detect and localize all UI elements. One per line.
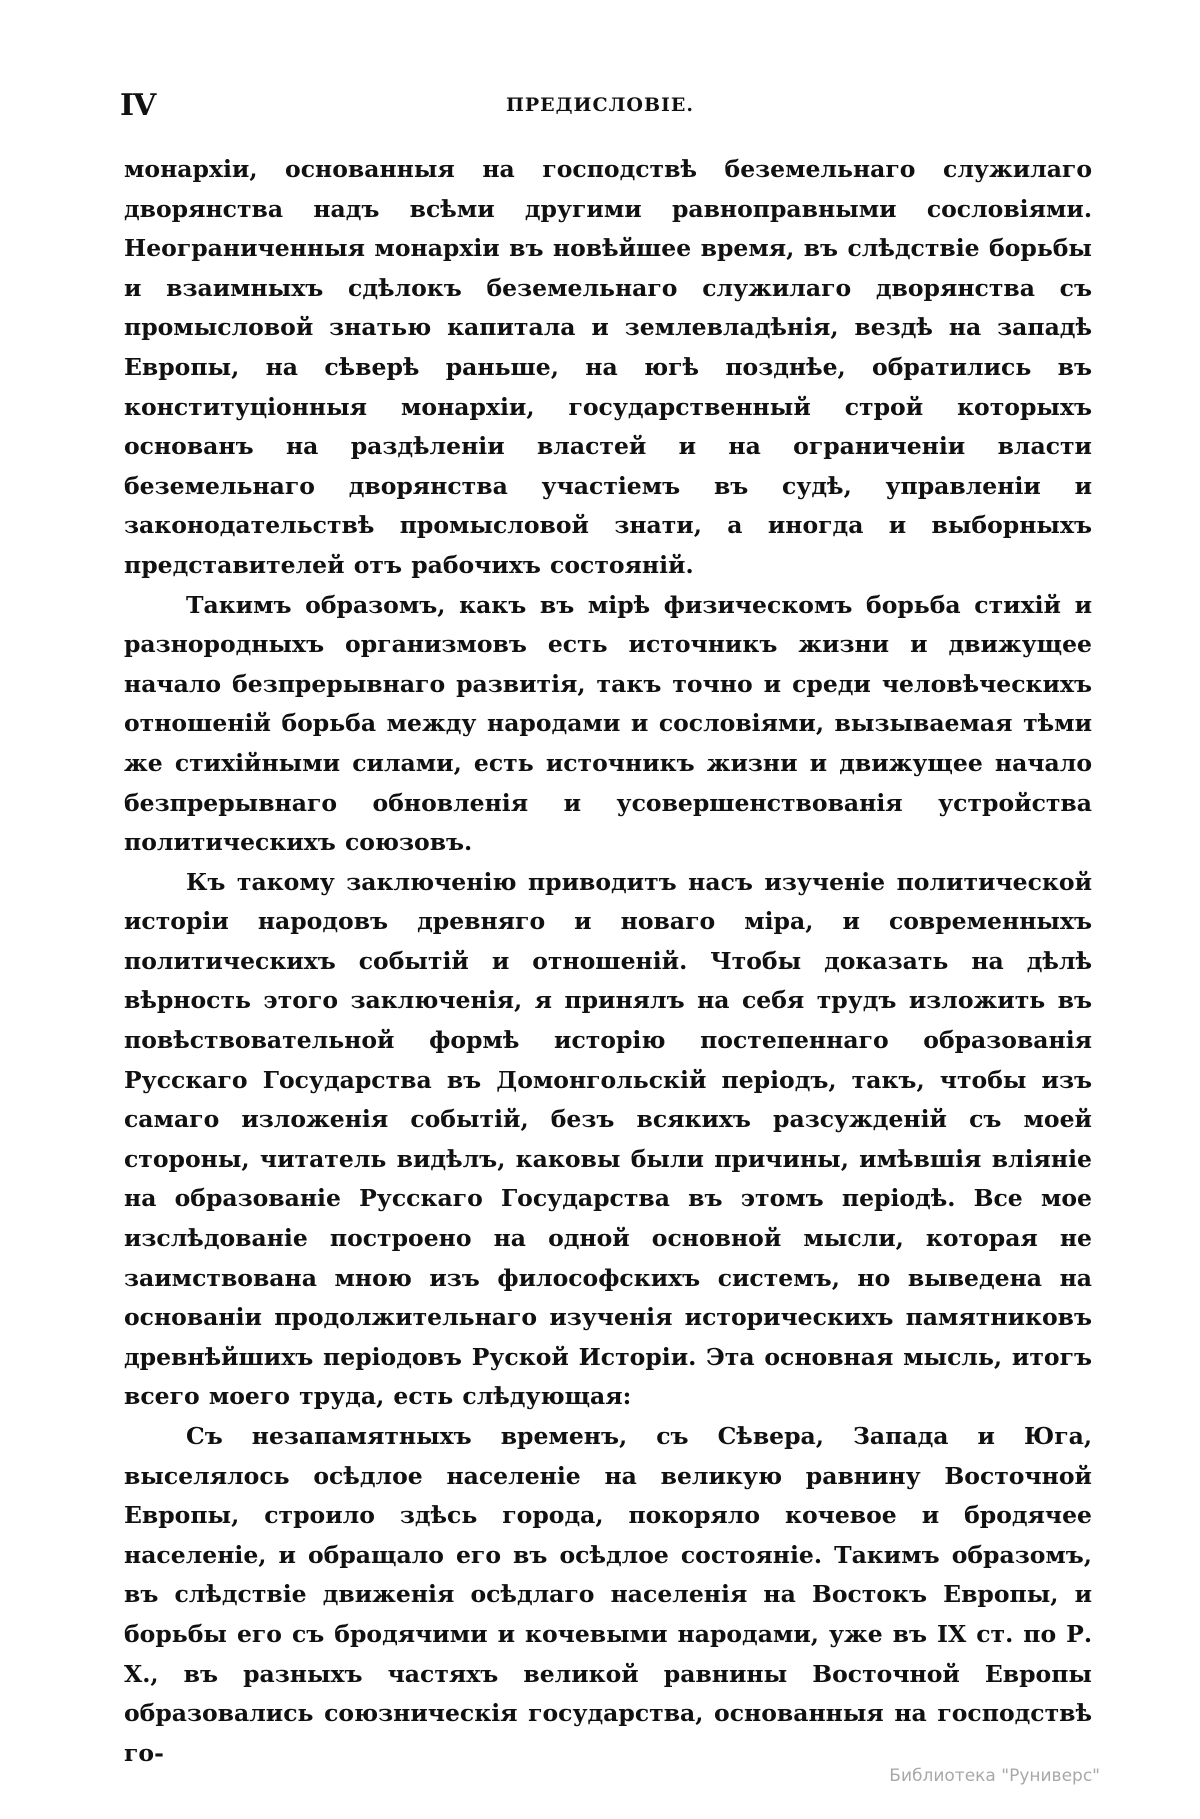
- paragraph: Къ такому заключенiю приводитъ насъ изученiе политической исторiи народовъ древняго и новаго мiра, и современныхъ политическихъ событiй и отношенiй. Чтобы доказать на дѣлѣ вѣрность этого заключенiя, я принялъ на себя трудъ изложить въ повѣствовательной формѣ исторiю постепеннаго образованiя Русскаго Государства въ Домонгольскiй перiодъ, такъ, чтобы изъ самаго изложенiя событiй, безъ всякихъ разсужденiй съ моей стороны, читатель видѣлъ, каковы были причины, имѣвшiя влiянiе на образованiе Русскаго Государства въ этомъ перiодѣ. Все мое изслѣдованiе построено на одной основной мысли, которая не заимствована мною изъ философскихъ системъ, но выведена на основанiи продолжительнаго изученiя историческихъ памятниковъ древнѣйшихъ перiодовъ Руской Исторiи. Эта основная мысль, итогъ всего моего труда, есть слѣдующая:: [124, 867, 1092, 1411]
- paragraph: Съ незапамятныхъ временъ, съ Сѣвера, Запада и Юга, выселялось осѣдлое населенiе на великую равнину Восточной Европы, строило здѣсь города, покоряло кочевое и бродячее населенiе, и обращало его въ осѣдлое состоянiе. Такимъ образомъ, въ слѣдствiе движенiя осѣдлаго населенiя на Востокъ Европы, и борьбы его съ бродячими и кочевыми народами, уже въ IX ст. по Р. Х., въ разныхъ частяхъ великой равнины Восточной Европы образовались союзническiя государства, основанныя на господствѣ го-: [124, 1422, 1092, 1767]
- paragraph: монархiи, основанныя на господствѣ беземельнаго служилаго дворянства надъ всѣми другими равноправными сословiями. Неограниченныя монархiи въ новѣйшее время, въ слѣдствiе борьбы и взаимныхъ сдѣлокъ беземельнаго служилаго дворянства съ промысловой знатью капитала и землевладѣнiя, вездѣ на западѣ Европы, на сѣверѣ раньше, на югѣ позднѣе, обратились въ конституцiонныя монархiи, государственный строй которыхъ основанъ на раздѣленiи властей и на ограниченiи власти беземельнаго дворянства участiемъ въ судѣ, управленiи и законодательствѣ промысловой знати, а иногда и выборныхъ представителей отъ рабочихъ состоянiй.: [124, 155, 1092, 579]
- library-watermark: Библиотека "Руниверс": [889, 1766, 1100, 1786]
- page-number: IV: [120, 88, 156, 123]
- paragraph: Такимъ образомъ, какъ въ мiрѣ физическомъ борьба стихiй и разнородныхъ организмовъ есть источникъ жизни и движущее начало безпрерывнаго развитiя, такъ точно и среди человѣческихъ отношенiй борьба между народами и сословiями, вызываемая тѣми же стихiйными силами, есть источникъ жизни и движущее начало безпрерывнаго обновленiя и усовершенствованiя устройства политическихъ союзовъ.: [124, 590, 1092, 857]
- running-head: ПРЕДИСЛОВIЕ.: [505, 94, 695, 116]
- body-text: [124, 150, 1092, 1773]
